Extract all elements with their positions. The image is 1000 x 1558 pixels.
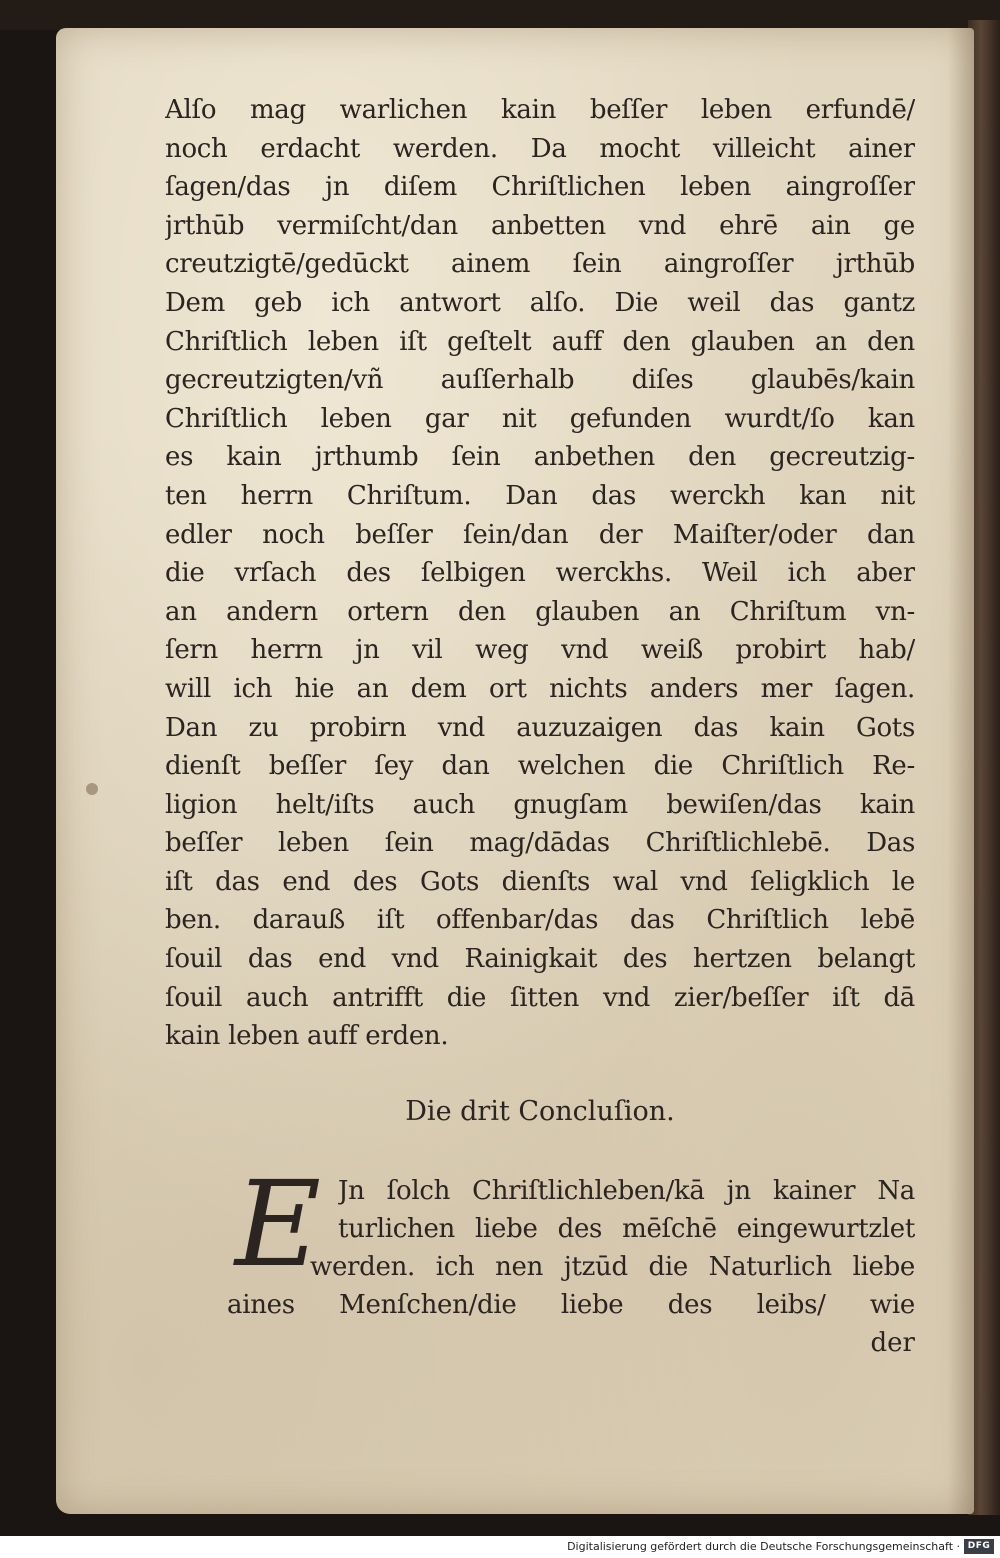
catchword: der bbox=[870, 1328, 915, 1358]
text-line: beſſer leben ſein mag/dādas Chriſtlichlebē. Das bbox=[165, 828, 915, 859]
section-heading: Die drit Concluſion. bbox=[405, 1096, 675, 1127]
text-line: ſern herrn jn vil weg vnd weiß probirt hab/ bbox=[165, 635, 915, 666]
text-line: ſouil das end vnd Rainigkait des hertzen belangt bbox=[165, 944, 915, 975]
second-paragraph-line: turlichen liebe des mēſchē eingewurtzlet bbox=[338, 1214, 915, 1244]
main-text-block bbox=[165, 91, 915, 1056]
paper-spot bbox=[86, 783, 98, 795]
second-paragraph-line: Jn ſolch Chriſtlichleben/kā jn kainer Na bbox=[338, 1176, 915, 1206]
text-line: noch erdacht werden. Da mocht villeicht ainer bbox=[165, 133, 915, 164]
text-line: ten herrn Chriſtum. Dan das werckh kan nit bbox=[165, 480, 915, 511]
text-line: kain leben auff erden. bbox=[165, 1021, 449, 1052]
text-line: ben. darauß iſt offenbar/das das Chriſtlich lebē bbox=[165, 905, 915, 936]
text-line: Dan zu probirn vnd auzuzaigen das kain Gots bbox=[165, 712, 915, 743]
scan-top-margin bbox=[0, 0, 1000, 30]
text-line: ſouil auch antrifft die ſitten vnd zier/beſſer iſt dā bbox=[165, 982, 915, 1013]
text-line: creutzigtē/gedūckt ainem ſein aingroſſer jrthūb bbox=[165, 249, 915, 280]
text-line: gecreutzigten/vñ auſſerhalb diſes glaubēs/kain bbox=[165, 365, 915, 396]
text-line: will ich hie an dem ort nichts anders mer ſagen. bbox=[165, 673, 915, 704]
funding-credit: Digitalisierung gefördert durch die Deutsche Forschungsgemeinschaft · bbox=[567, 1540, 960, 1553]
decorated-initial: E bbox=[234, 1155, 322, 1293]
page-fold-shadow bbox=[948, 28, 974, 1514]
text-line: Dem geb ich antwort alſo. Die weil das gantz bbox=[165, 287, 915, 318]
second-paragraph-line: werden. ich nen jtzūd die Naturlich liebe bbox=[310, 1252, 915, 1282]
text-line: Alſo mag warlichen kain beſſer leben erfundē/ bbox=[165, 95, 915, 125]
second-paragraph-line: aines Menſchen/die liebe des leibs/ wie bbox=[227, 1290, 915, 1320]
text-line: ſagen/das jn diſem Chriſtlichen leben aingroſſer bbox=[165, 172, 915, 203]
text-line: die vrſach des ſelbigen werckhs. Weil ich aber bbox=[165, 558, 915, 589]
text-line: Chriſtlich leben gar nit gefunden wurdt/ſo kan bbox=[165, 403, 915, 434]
text-line: an andern ortern den glauben an Chriſtum vn- bbox=[165, 596, 915, 627]
text-line: dienſt beſſer ſey dan welchen die Chriſtlich Re- bbox=[165, 751, 915, 782]
text-line: es kain jrthumb ſein anbethen den gecreutzig- bbox=[165, 442, 915, 473]
text-line: jrthūb vermiſcht/dan anbetten vnd ehrē ain ge bbox=[165, 210, 915, 241]
text-line: ligion helt/iſts auch gnugſam bewiſen/das kain bbox=[165, 789, 915, 820]
dfg-logo-icon: DFG bbox=[964, 1539, 994, 1554]
text-line: edler noch beſſer ſein/dan der Maiſter/oder dan bbox=[165, 519, 915, 550]
text-line: Chriſtlich leben iſt geſtelt auff den glauben an den bbox=[165, 326, 915, 357]
text-line: iſt das end des Gots dienſts wal vnd ſeligklich le bbox=[165, 866, 915, 897]
